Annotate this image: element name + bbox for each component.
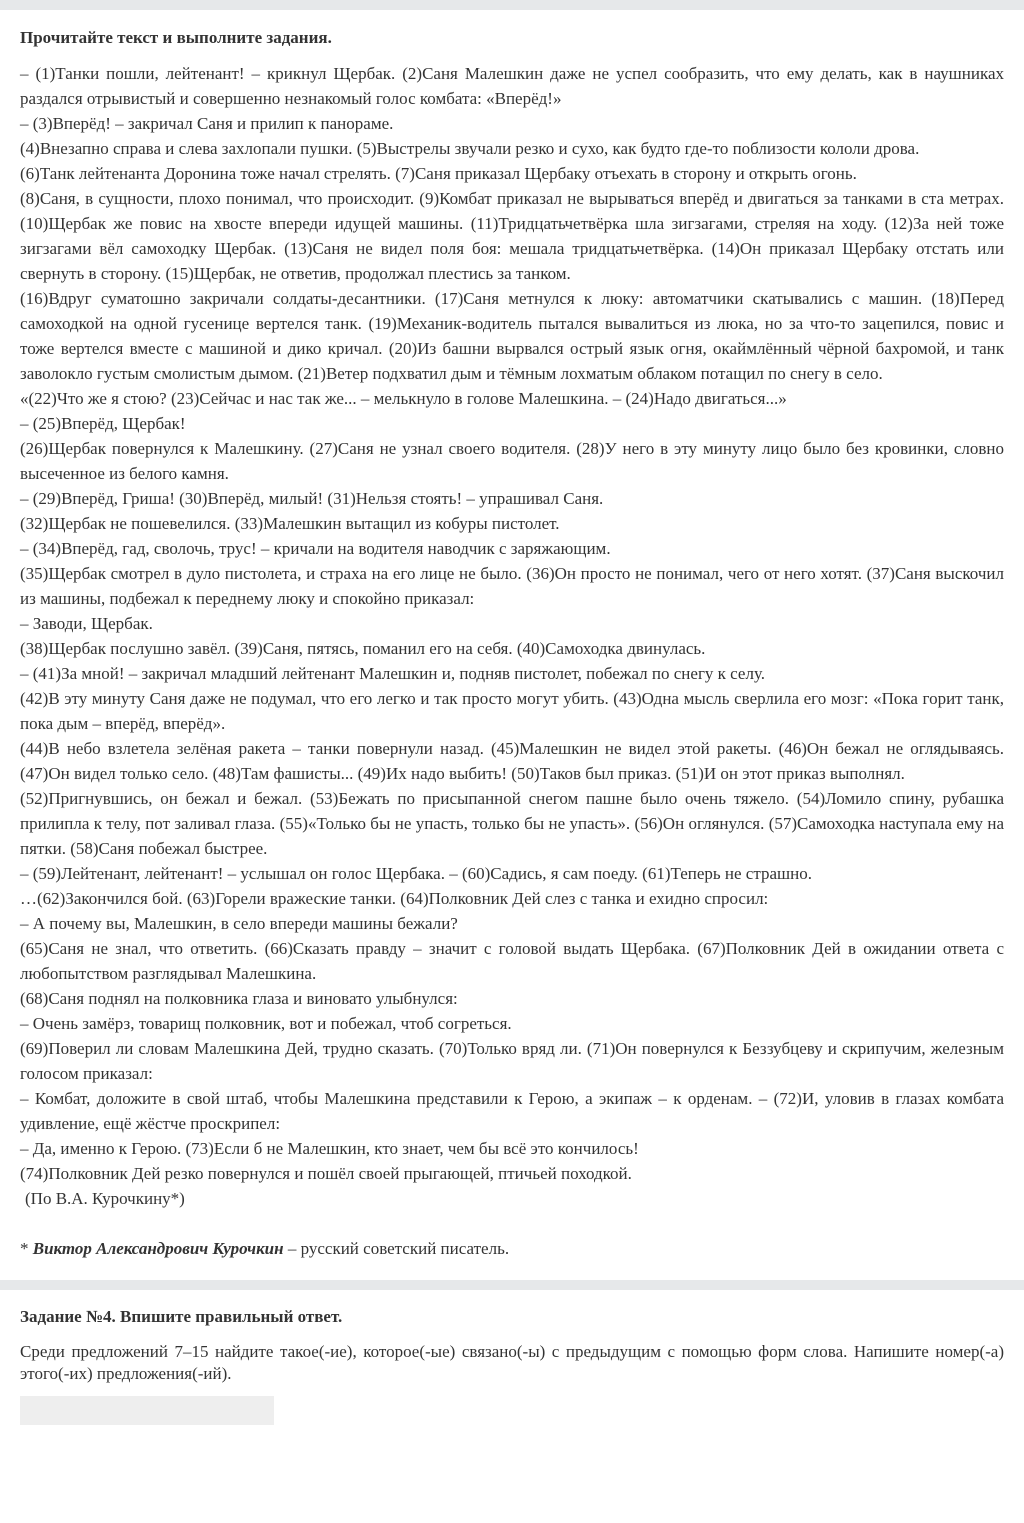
- answer-input[interactable]: [20, 1396, 274, 1425]
- section-separator: [0, 1280, 1024, 1290]
- text-paragraph: – (1)Танки пошли, лейтенант! – крикнул Щербак. (2)Саня Малешкин даже не успел сообразить, что ему делать, как в наушниках раздался отрывистый и совершенно незнакомый голос комбата: «Вперёд!»: [20, 64, 1004, 108]
- text-paragraph: – Да, именно к Герою. (73)Если б не Малешкин, кто знает, чем бы всё это кончилось!: [20, 1139, 639, 1158]
- text-paragraph: (42)В эту минуту Саня даже не подумал, что его легко и так просто могут убить. (43)Одна мысль сверлила его мозг: «Пока горит танк, пока дым – вперёд, вперёд».: [20, 689, 1004, 733]
- text-paragraph: (26)Щербак повернулся к Малешкину. (27)Саня не узнал своего водителя. (28)У него в эту минуту лицо было без кровинки, словно высеченное из белого камня.: [20, 439, 1004, 483]
- top-separator: [0, 0, 1024, 10]
- text-paragraph: – Очень замёрз, товарищ полковник, вот и побежал, чтоб согреться.: [20, 1014, 512, 1033]
- text-paragraph: – (25)Вперёд, Щербак!: [20, 414, 186, 433]
- task-block: [0, 1304, 1024, 1425]
- task-question: Среди предложений 7–15 найдите такое(-ие), которое(-ые) связано(-ы) с предыдущим с помощью форм слова. Напишите номер(-а) этого(-их) предложения(-ий).: [20, 1342, 1004, 1383]
- author-credit: (По В.А. Курочкину*): [25, 1189, 185, 1208]
- text-paragraph: – (59)Лейтенант, лейтенант! – услышал он голос Щербака. – (60)Садись, я сам поеду. (61)Теперь не страшно.: [20, 864, 812, 883]
- text-paragraph: (6)Танк лейтенанта Доронина тоже начал стрелять. (7)Саня приказал Щербаку отъехать в сторону и открыть огонь.: [20, 164, 857, 183]
- text-paragraph: (52)Пригнувшись, он бежал и бежал. (53)Бежать по присыпанной снегом пашне было очень тяжело. (54)Ломило спину, рубашка прилипла к телу, пот заливал глаза. (55)«Только бы не упасть, только бы не упасть». (56)Он оглянулся. (57)Самоходка наступала ему на пятки. (58)Саня побежал быстрее.: [20, 789, 1004, 858]
- text-paragraph: (65)Саня не знал, что ответить. (66)Сказать правду – значит с головой выдать Щербака. (67)Полковник Дей в ожидании ответа с любопытством разглядывал Малешкина.: [20, 939, 1004, 983]
- text-paragraph: (35)Щербак смотрел в дуло пистолета, и страха на его лице не было. (36)Он просто не понимал, чего от него хотят. (37)Саня выскочил из машины, подбежал к переднему люку и спокойно приказал:: [20, 564, 1004, 608]
- reading-block: [0, 25, 1024, 1261]
- text-paragraph: (44)В небо взлетела зелёная ракета – танки повернули назад. (45)Малешкин не видел этой ракеты. (46)Он бежал не оглядываясь. (47)Он видел только село. (48)Там фашисты... (49)Их надо выбить! (50)Таков был приказ. (51)И он этот приказ выполнял.: [20, 739, 1004, 783]
- text-paragraph: – Комбат, доложите в свой штаб, чтобы Малешкина представили к Герою, а экипаж – к орденам. – (72)И, уловив в глазах комбата удивление, ещё жёстче проскрипел:: [20, 1089, 1004, 1133]
- text-paragraph: (4)Внезапно справа и слева захлопали пушки. (5)Выстрелы звучали резко и сухо, как будто где-то поблизости кололи дрова.: [20, 139, 920, 158]
- text-paragraph: (8)Саня, в сущности, плохо понимал, что происходит. (9)Комбат приказал не вырываться вперёд и двигаться за танками в ста метрах. (10)Щербак же повис на хвосте впереди идущей машины. (11)Тридцатьчетвёрка шла зигзагами, стреляя на ходу. (12)За ней тоже зигзагами вёл самоходку Щербак. (13)Саня не видел поля боя: мешала тридцатьчетвёрка. (14)Он приказал Щербаку отстать или свернуть в сторону. (15)Щербак, не ответив, продолжал плестись за танком.: [20, 189, 1004, 283]
- text-paragraph: – (29)Вперёд, Гриша! (30)Вперёд, милый! (31)Нельзя стоять! – упрашивал Саня.: [20, 489, 604, 508]
- reading-instruction: Прочитайте текст и выполните задания.: [20, 28, 332, 47]
- text-paragraph: (68)Саня поднял на полковника глаза и виновато улыбнулся:: [20, 989, 458, 1008]
- text-paragraph: – (3)Вперёд! – закричал Саня и прилип к панораме.: [20, 114, 394, 133]
- text-paragraph: (69)Поверил ли словам Малешкина Дей, трудно сказать. (70)Только вряд ли. (71)Он повернулся к Беззубцеву и скрипучим, железным голосом приказал:: [20, 1039, 1004, 1083]
- text-paragraph: (32)Щербак не пошевелился. (33)Малешкин вытащил из кобуры пистолет.: [20, 514, 560, 533]
- task-title: Задание №4. Впишите правильный ответ.: [20, 1307, 343, 1326]
- reading-text: [20, 61, 1004, 1211]
- author-footnote: [20, 1236, 1004, 1261]
- footnote-description: – русский советский писатель.: [287, 1239, 510, 1258]
- text-paragraph: – (41)За мной! – закричал младший лейтенант Малешкин и, подняв пистолет, побежал по снегу к селу.: [20, 664, 766, 683]
- text-paragraph: (38)Щербак послушно завёл. (39)Саня, пятясь, поманил его на себя. (40)Самоходка двинулась.: [20, 639, 706, 658]
- text-paragraph: (16)Вдруг суматошно закричали солдаты-десантники. (17)Саня метнулся к люку: автоматчики скатывались с машин. (18)Перед самоходкой на одной гусенице вертелся танк. (19)Механик-водитель пытался вывалиться из люка, но за что-то зацепился, повис и тоже вертелся вместе с машиной и дико кричал. (20)Из башни вырвался острый язык огня, окаймлённый чёрной бахромой, и танк заволокло густым смолистым дымом. (21)Ветер подхватил дым и тёмным лохматым облаком потащил по снегу в село.: [20, 289, 1004, 383]
- text-paragraph: – Заводи, Щербак.: [20, 614, 153, 633]
- text-paragraph: «(22)Что же я стою? (23)Сейчас и нас так же... – мелькнуло в голове Малешкина. – (24)Надо двигаться...»: [20, 389, 787, 408]
- footnote-mark: *: [20, 1239, 29, 1258]
- text-paragraph: …(62)Закончился бой. (63)Горели вражеские танки. (64)Полковник Дей слез с танка и ехидно спросил:: [20, 889, 769, 908]
- text-paragraph: – (34)Вперёд, гад, сволочь, трус! – кричали на водителя наводчик с заряжающим.: [20, 539, 611, 558]
- footnote-author-name: Виктор Александрович Курочкин: [32, 1239, 284, 1258]
- text-paragraph: (74)Полковник Дей резко повернулся и пошёл своей прыгающей, птичьей походкой.: [20, 1164, 632, 1183]
- text-paragraph: – А почему вы, Малешкин, в село впереди машины бежали?: [20, 914, 458, 933]
